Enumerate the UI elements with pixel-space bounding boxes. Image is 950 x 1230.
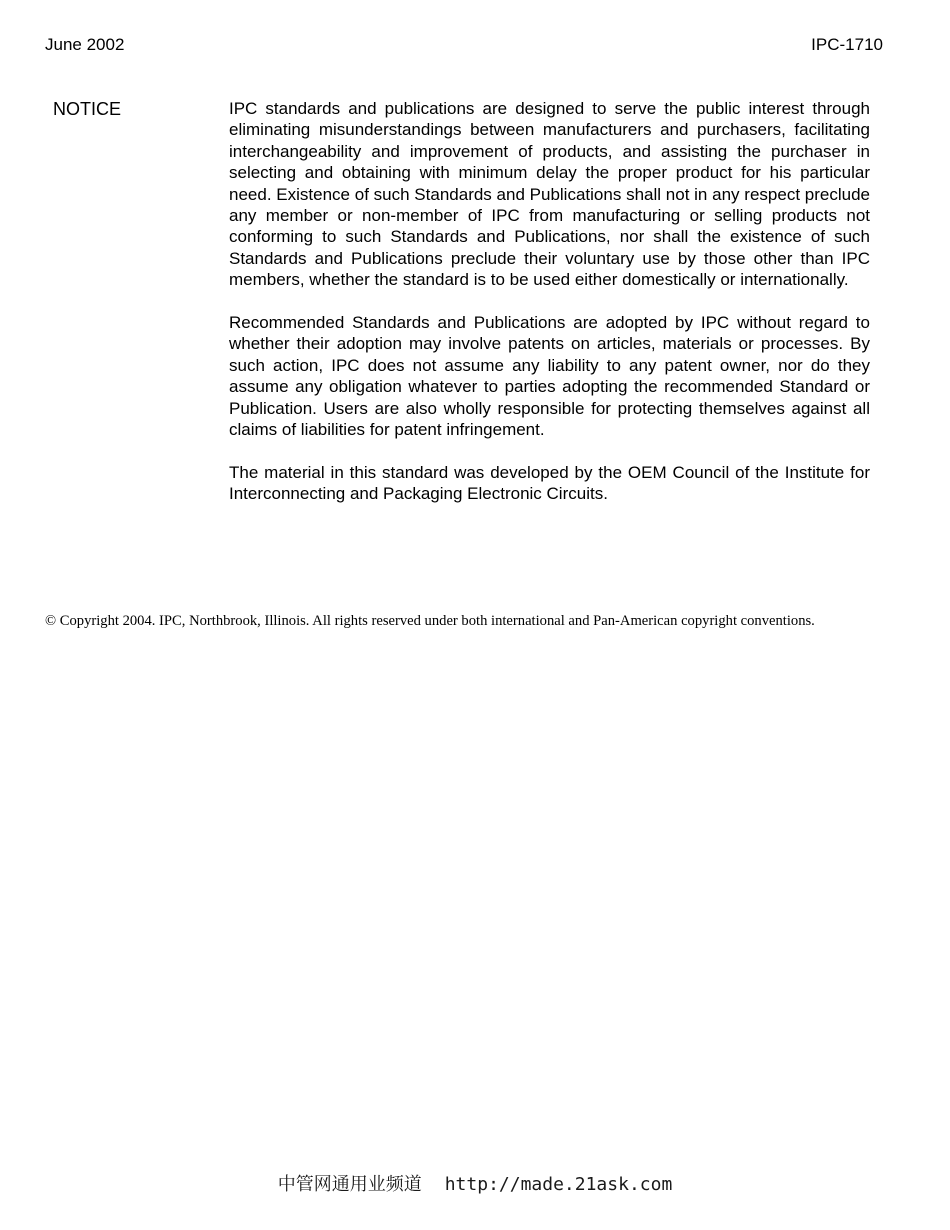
notice-paragraph-3: The material in this standard was developed by the OEM Council of the Institute for Interconnecting and Packaging Electronic Circuits.	[229, 462, 870, 504]
notice-paragraph-1: IPC standards and publications are designed to serve the public interest through eliminating misunderstandings between manufacturers and purchasers, facilitating interchangeability and improvement of products, and assisting the purchaser in selecting and obtaining with minimum delay the proper product for his particular need. Existence of such Standards and Publications shall not in any respect preclude any member or non-member of IPC from manufacturing or selling products not conforming to such Standards and Publications, nor shall the existence of such Standards and Publications preclude their voluntary use by those other than IPC members, whether the standard is to be used either domestically or internationally.	[229, 99, 870, 290]
footer-url[interactable]: http://made.21ask.com	[444, 1174, 673, 1195]
header-doc-id: IPC-1710	[811, 35, 883, 54]
footer	[0, 1172, 950, 1197]
notice-body	[229, 98, 870, 526]
copyright-notice: © Copyright 2004. IPC, Northbrook, Illinois. All rights reserved under both international and Pan-American copyright conventions.	[45, 613, 815, 629]
footer-site-name: 中管网通用业频道	[277, 1174, 422, 1195]
notice-label: NOTICE	[53, 99, 122, 119]
header-date: June 2002	[45, 35, 125, 54]
notice-paragraph-2: Recommended Standards and Publications are adopted by IPC without regard to whether their adoption may involve patents on articles, materials or processes. By such action, IPC does not assume any liability to any patent owner, nor do they assume any obligation whatever to parties adopting the recommended Standard or Publication. Users are also wholly responsible for protecting themselves against all claims of liabilities for patent infringement.	[229, 313, 870, 440]
